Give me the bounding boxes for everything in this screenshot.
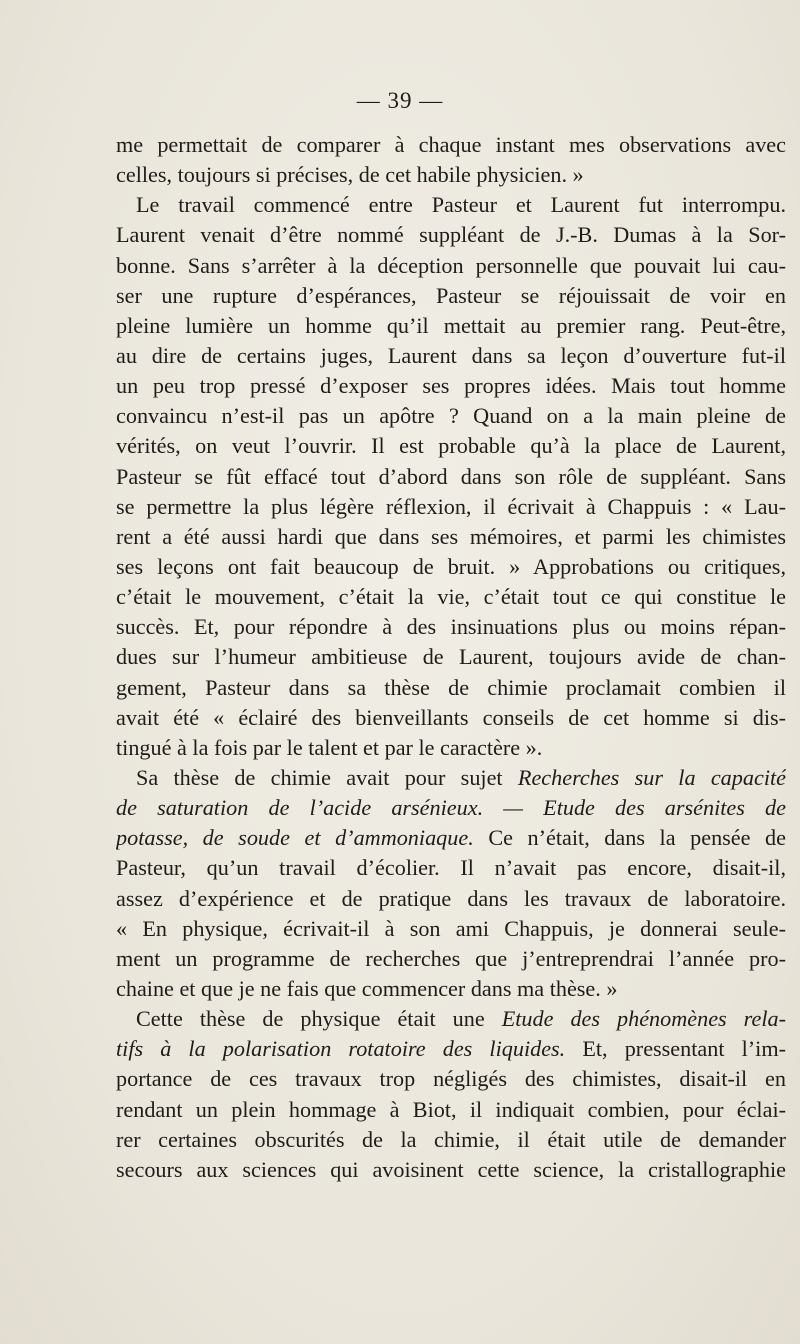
text-line bbox=[116, 1004, 786, 1034]
text-line: Pasteur, qu’un travail d’écolier. Il n’avait pas encore, disait-il, bbox=[116, 855, 786, 881]
text-line: rent a été aussi hardi que dans ses mémoires, et parmi les chimistes bbox=[116, 523, 786, 549]
italic-title-segment: tifs à la polarisation rotatoire des liquides. bbox=[116, 1036, 566, 1062]
text-line: Laurent venait d’être nommé suppléant de J.-B. Dumas à la Sor- bbox=[116, 222, 786, 248]
text-line: ser une rupture d’espérances, Pasteur se réjouissait de voir en bbox=[116, 282, 786, 308]
text-line: gement, Pasteur dans sa thèse de chimie proclamait combien il bbox=[116, 674, 786, 700]
text-line: rer certaines obscurités de la chimie, il était utile de demander bbox=[116, 1126, 786, 1152]
text-line bbox=[116, 763, 786, 793]
text-line bbox=[116, 793, 786, 823]
text-line: tingué à la fois par le talent et par le caractère ». bbox=[116, 734, 543, 760]
text-line: chaine et que je ne fais que commencer dans ma thèse. » bbox=[116, 975, 618, 1001]
italic-title-segment: de saturation de l’acide arsénieux. — Etude des arsénites de bbox=[116, 795, 786, 821]
text-segment: Cette thèse de physique était une bbox=[136, 1006, 502, 1032]
text-line: me permettait de comparer à chaque instant mes observations avec bbox=[116, 132, 786, 157]
text-line: Le travail commencé entre Pasteur et Laurent fut interrompu. bbox=[136, 192, 786, 218]
text-line: portance de ces travaux trop négligés des chimistes, disait-il en bbox=[116, 1066, 786, 1092]
text-line: celles, toujours si précises, de cet habile physicien. » bbox=[116, 162, 584, 188]
text-line: succès. Et, pour répondre à des insinuations plus ou moins répan- bbox=[116, 614, 786, 640]
text-line: avait été « éclairé des bienveillants conseils de cet homme si dis- bbox=[116, 704, 786, 730]
italic-title-segment: Recherches sur la capacité bbox=[517, 764, 786, 790]
text-segment: Sa thèse de chimie avait pour sujet bbox=[136, 764, 518, 790]
body-text bbox=[116, 130, 786, 1185]
text-line: ses leçons ont fait beaucoup de bruit. » Approbations ou critiques, bbox=[116, 553, 786, 579]
text-line: Pasteur se fût effacé tout d’abord dans son rôle de suppléant. Sans bbox=[116, 463, 786, 489]
text-line: au dire de certains juges, Laurent dans sa leçon d’ouverture fut-il bbox=[116, 342, 786, 368]
text-line: assez d’expérience et de pratique dans les travaux de laboratoire. bbox=[116, 885, 786, 911]
text-line: un peu trop pressé d’exposer ses propres idées. Mais tout homme bbox=[116, 373, 786, 399]
text-line: c’était le mouvement, c’était la vie, c’était tout ce qui constitue le bbox=[116, 584, 786, 610]
text-line: pleine lumière un homme qu’il mettait au premier rang. Peut-être, bbox=[116, 312, 786, 338]
text-segment: Ce n’était, dans la pensée de bbox=[473, 825, 786, 851]
text-line: ment un programme de recherches que j’entreprendrai l’année pro- bbox=[116, 945, 786, 971]
text-line: « En physique, écrivait-il à son ami Chappuis, je donnerai seule- bbox=[116, 915, 786, 941]
text-line bbox=[116, 1034, 786, 1064]
text-line: bonne. Sans s’arrêter à la déception personnelle que pouvait lui cau- bbox=[116, 252, 786, 278]
text-line: vérités, on veut l’ouvrir. Il est probable qu’à la place de Laurent, bbox=[116, 433, 786, 459]
text-segment: Et, pressentant l’im- bbox=[565, 1036, 786, 1062]
text-line: secours aux sciences qui avoisinent cette science, la cristallographie bbox=[116, 1156, 786, 1182]
text-line bbox=[116, 823, 786, 853]
italic-title-segment: Etude des phénomènes rela- bbox=[501, 1006, 786, 1032]
text-line: se permettre la plus légère réflexion, il écrivait à Chappuis : « Lau- bbox=[116, 493, 786, 519]
page-number: — 39 — bbox=[356, 88, 444, 113]
text-line: dues sur l’humeur ambitieuse de Laurent, toujours avide de chan- bbox=[116, 644, 786, 670]
text-line: rendant un plein hommage à Biot, il indiquait combien, pour éclai- bbox=[116, 1096, 786, 1122]
text-line: convaincu n’est-il pas un apôtre ? Quand on a la main pleine de bbox=[116, 403, 786, 429]
italic-title-segment: potasse, de soude et d’ammoniaque. bbox=[116, 825, 474, 851]
